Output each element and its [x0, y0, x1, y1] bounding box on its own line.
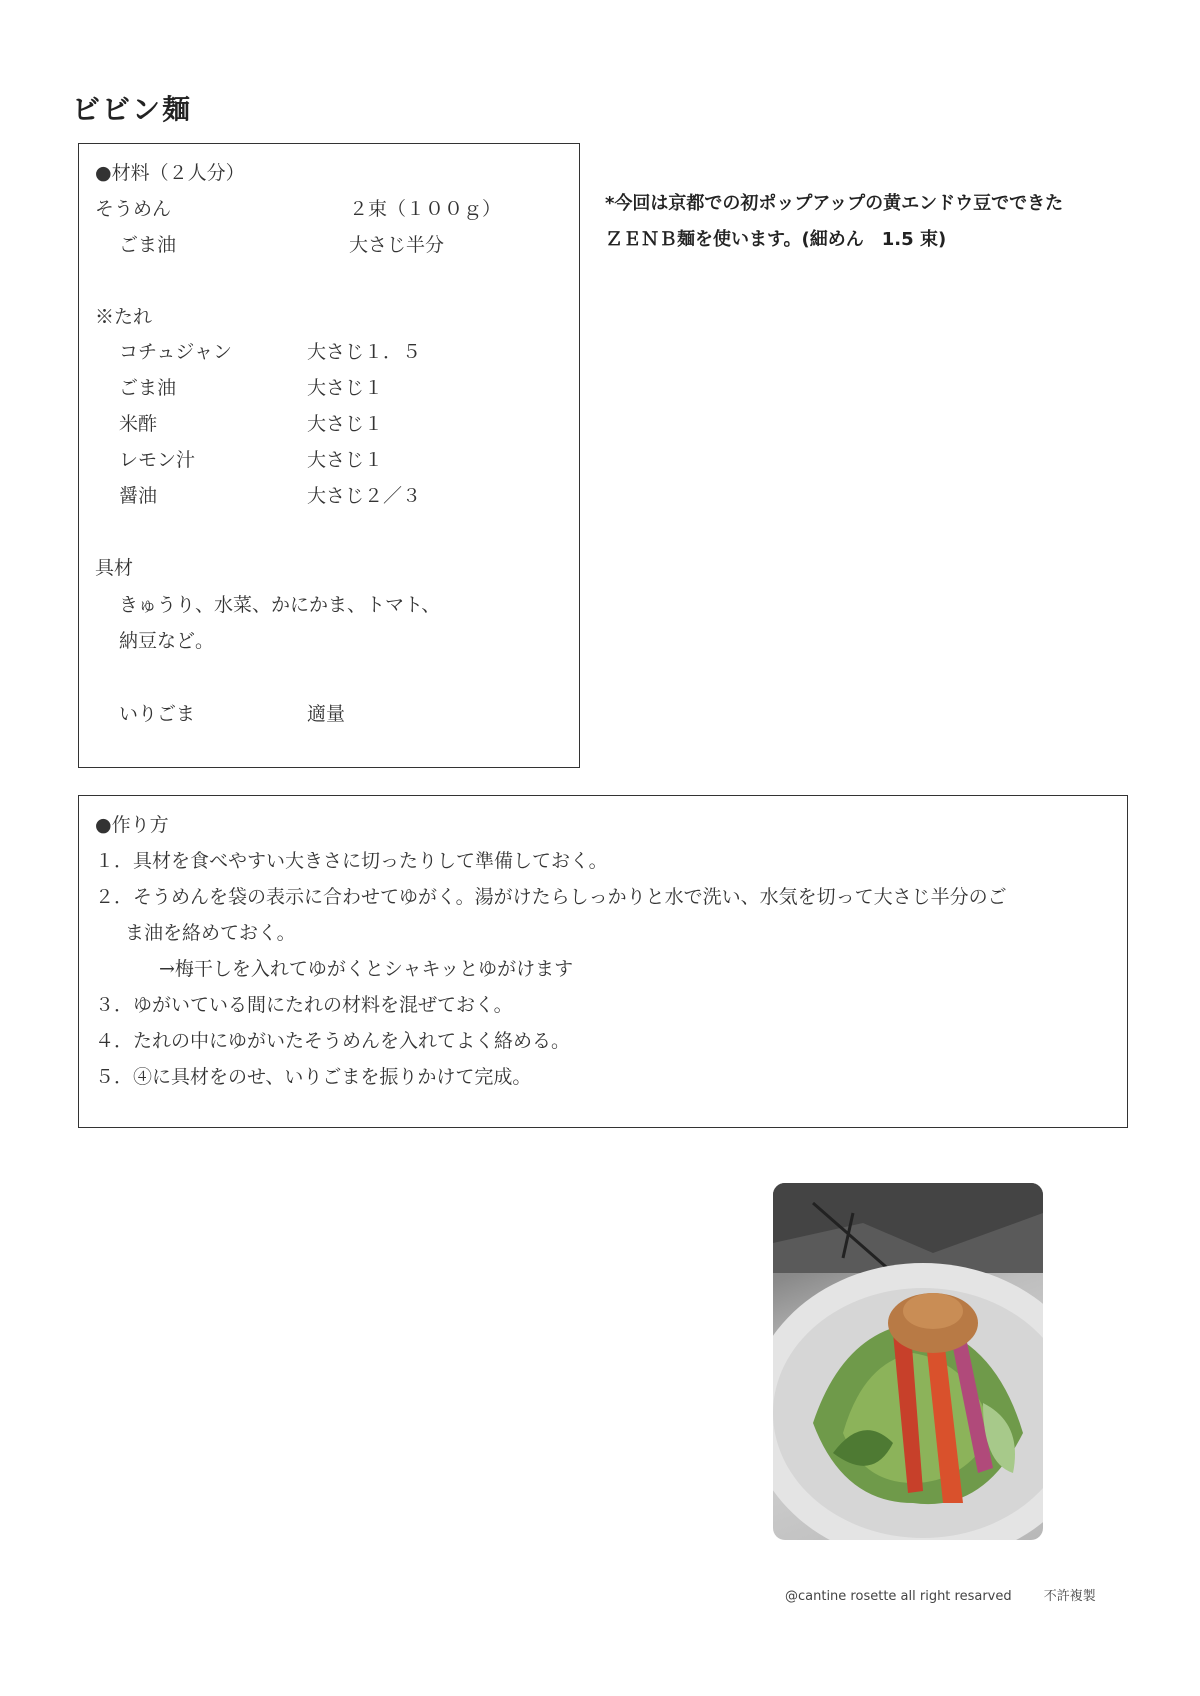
ingredient-name: そうめん	[95, 198, 172, 220]
note-line: *今回は京都での初ポップアップの黄エンドウ豆でできた	[605, 193, 1064, 214]
sesame-amount: 適量	[307, 703, 346, 725]
sauce-heading: ※たれ	[95, 306, 153, 328]
sauce-item-name: ごま油	[119, 377, 177, 399]
toppings-heading: 具材	[95, 557, 134, 579]
method-step: ５．④に具材をのせ、いりごまを振りかけて完成。	[95, 1066, 532, 1088]
toppings-text: 納豆など。	[119, 630, 215, 652]
ingredient-amount: 大さじ半分	[349, 234, 445, 256]
noodle-note	[605, 186, 1165, 258]
sauce-item-amount: 大さじ１．５	[307, 341, 422, 363]
dish-photo-illustration	[773, 1183, 1043, 1540]
method-step-continued: ま油を絡めておく。	[125, 922, 296, 944]
sesame-name: いりごま	[119, 703, 196, 725]
reproduction-notice: 不許複製	[1043, 1589, 1096, 1604]
sauce-item-amount: 大さじ１	[307, 449, 384, 471]
ingredients-heading: ●材料（２人分）	[95, 162, 245, 184]
sauce-item-name: コチュジャン	[119, 341, 233, 363]
sauce-item-name: 米酢	[119, 413, 158, 435]
sauce-item-amount: 大さじ２／３	[307, 485, 422, 507]
copyright-text: @cantine rosette all right resarved	[785, 1589, 1012, 1604]
method-step: ３．ゆがいている間にたれの材料を混ぜておく。	[95, 994, 513, 1016]
page-title: ビビン麺	[72, 93, 193, 126]
method-tip: →梅干しを入れてゆがくとシャキッとゆがけます	[159, 958, 574, 980]
toppings-text: きゅうり、水菜、かにかま、トマト、	[119, 594, 441, 616]
sauce-item-name: 醤油	[119, 485, 158, 507]
sauce-item-amount: 大さじ１	[307, 377, 384, 399]
ingredients-box	[78, 143, 580, 768]
sauce-item-name: レモン汁	[119, 449, 196, 471]
ingredient-name: ごま油	[119, 234, 177, 256]
dish-photo	[773, 1183, 1043, 1540]
footer	[785, 1585, 1096, 1604]
method-step: ２．そうめんを袋の表示に合わせてゆがく。湯がけたらしっかりと水で洗い、水気を切って大さじ半分のご	[95, 886, 1007, 908]
sauce-item-amount: 大さじ１	[307, 413, 384, 435]
ingredient-amount: ２束（１００ｇ）	[349, 198, 502, 220]
note-line: ＺＥＮＢ麺を使います。(細めん 1.5 束)	[605, 229, 947, 250]
method-heading: ●作り方	[95, 814, 169, 836]
method-step: １．具材を食べやすい大きさに切ったりして準備しておく。	[95, 850, 608, 872]
method-box	[78, 795, 1128, 1128]
method-step: ４．たれの中にゆがいたそうめんを入れてよく絡める。	[95, 1030, 571, 1052]
